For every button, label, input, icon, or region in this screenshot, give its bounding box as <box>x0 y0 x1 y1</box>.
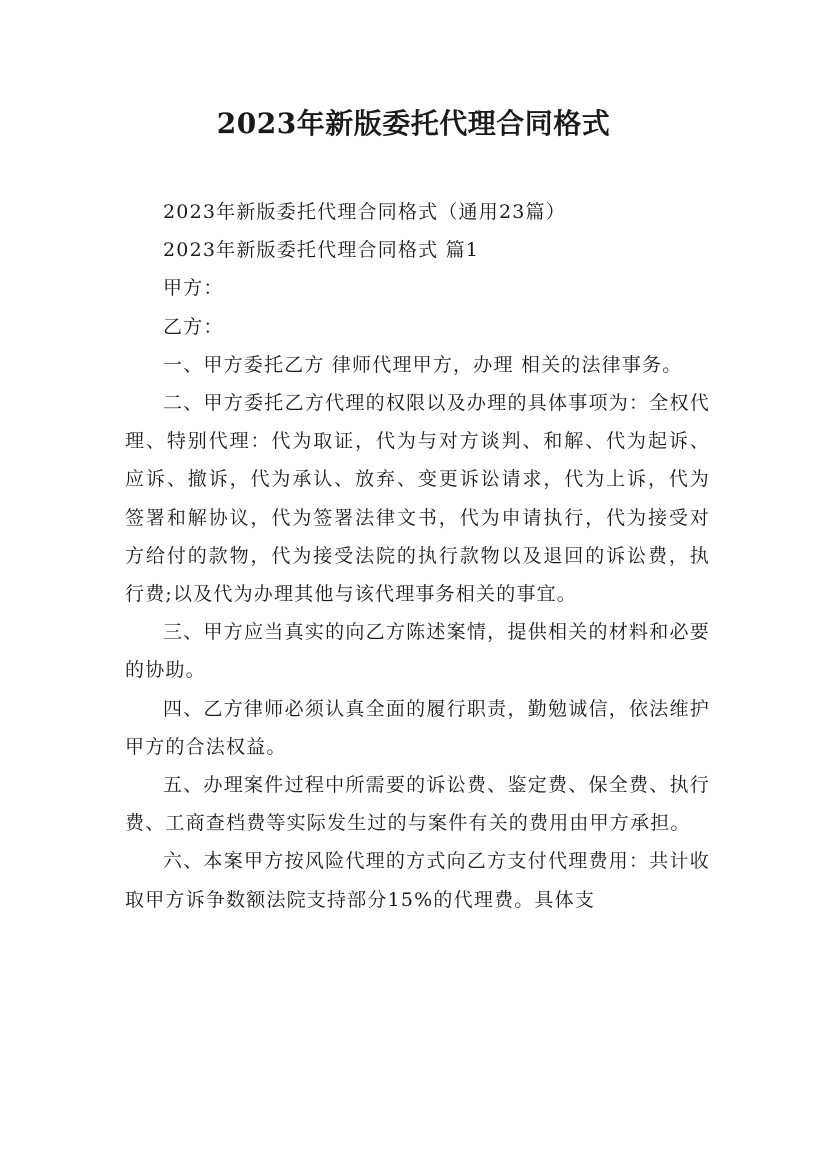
clause-3: 三、甲方应当真实的向乙方陈述案情，提供相关的材料和必要的协助。 <box>125 621 710 682</box>
document-body <box>125 193 710 919</box>
clause-6: 六、本案甲方按风险代理的方式向乙方支付代理费用：共计收取甲方诉争数额法院支持部分15%的代理费。具体支 <box>125 850 710 911</box>
document-title: 2023年新版委托代理合同格式 <box>216 107 611 140</box>
party-b-line: 乙方： <box>163 315 224 338</box>
subtitle-line: 2023年新版委托代理合同格式（通用23篇） <box>163 201 566 223</box>
clause-5: 五、办理案件过程中所需要的诉讼费、鉴定费、保全费、执行费、工商查档费等实际发生过的与案件有关的费用由甲方承担。 <box>125 774 710 835</box>
clause-4: 四、乙方律师必须认真全面的履行职责，勤勉诚信，依法维护甲方的合法权益。 <box>125 697 710 758</box>
clause-2: 二、甲方委托乙方代理的权限以及办理的具体事项为：全权代理、特别代理：代为取证，代为与对方谈判、和解、代为起诉、应诉、撤诉，代为承认、放弃、变更诉讼请求，代为上诉，代为签署和解协议，代为签署法律文书，代为申请执行，代为接受对方给付的款物，代为接受法院的执行款物以及退回的诉讼费，执行费;以及代为办理其他与该代理事务相关的事宜。 <box>125 392 710 606</box>
clause-1: 一、甲方委托乙方 律师代理甲方，办理 相关的法律事务。 <box>163 353 683 376</box>
party-a-line: 甲方： <box>163 277 224 300</box>
section-heading: 2023年新版委托代理合同格式 篇1 <box>163 239 480 262</box>
